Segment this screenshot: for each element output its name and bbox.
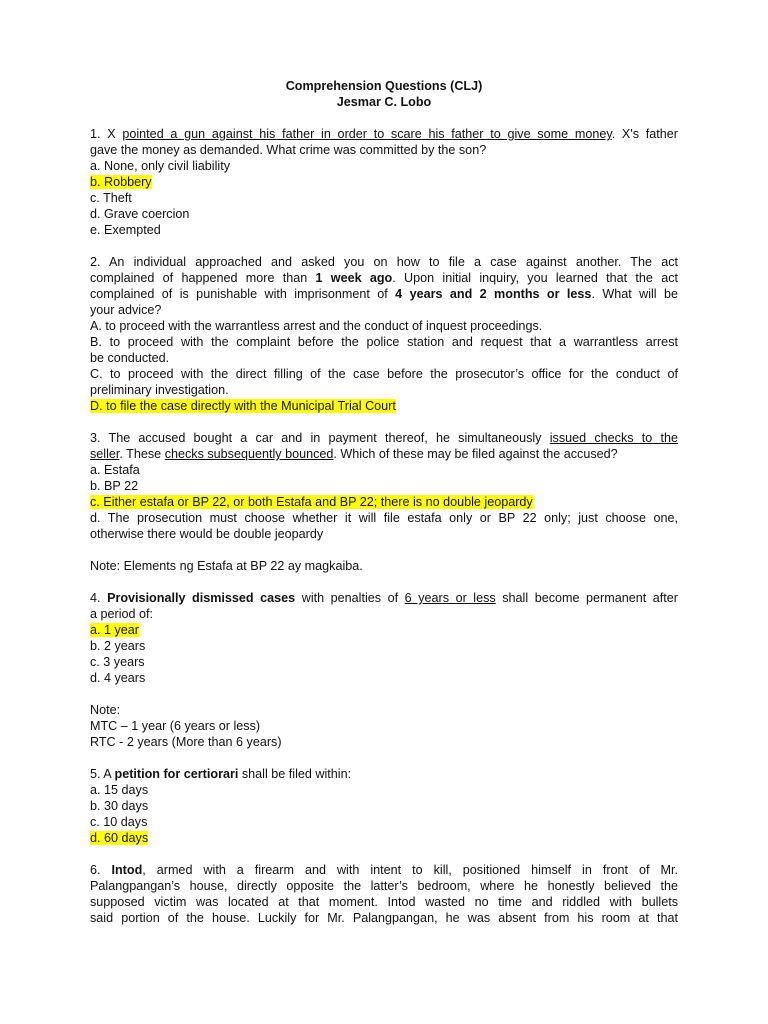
q1-option-b-answer: b. Robbery: [90, 175, 152, 189]
q2-option-c-line-1: C. to proceed with the direct filling of the case before the prosecutor’s office for the conduct of: [90, 367, 678, 381]
q5-option-d-answer: d. 60 days: [90, 831, 149, 845]
q2-line-3: complained of is punishable with imprisonment of 4 years and 2 months or less. What will be: [90, 287, 679, 301]
q6-line-1: 6. Intod, armed with a firearm and with intent to kill, positioned himself in front of Mr.: [90, 863, 678, 877]
question-3: [90, 430, 678, 542]
q2-line-1: 2. An individual approached and asked you on how to file a case against another. The act: [90, 255, 678, 269]
q4-note: [90, 702, 678, 750]
document-title: Comprehension Questions (CLJ): [285, 79, 483, 93]
question-4: [90, 590, 678, 686]
q1-option-d: d. Grave coercion: [90, 207, 190, 221]
q3-option-d-line-2: otherwise there would be double jeopardy: [90, 527, 324, 541]
q1-text: . X's father: [611, 127, 678, 141]
q5-line-1: 5. A petition for certiorari shall be filed within:: [90, 767, 352, 781]
q3-option-a: a. Estafa: [90, 463, 140, 477]
q6-line-3: supposed victim was located at that moment. Intod wasted no time and riddled with bullets: [90, 895, 678, 909]
q5-option-a: a. 15 days: [90, 783, 149, 797]
q3-option-b: b. BP 22: [90, 479, 139, 493]
q4-line-1: 4. Provisionally dismissed cases with penalties of 6 years or less shall become permanent after: [90, 591, 678, 605]
q4-note-rtc: RTC - 2 years (More than 6 years): [90, 735, 282, 749]
question-1: [90, 126, 678, 238]
question-2: [90, 254, 678, 414]
q1-underlined-text: pointed a gun against his father in order to scare his father to give some money: [122, 127, 612, 141]
q2-option-b-line-2: be conducted.: [90, 351, 170, 365]
q1-option-a: a. None, only civil liability: [90, 159, 230, 173]
q3-option-c-answer: c. Either estafa or BP 22, or both Estafa and BP 22; there is no double jeopardy: [90, 495, 533, 509]
q1-option-c: c. Theft: [90, 191, 132, 205]
q2-option-b-line-1: B. to proceed with the complaint before the police station and request that a warrantless arrest: [90, 335, 678, 349]
q4-option-b: b. 2 years: [90, 639, 146, 653]
q3-line-1: 3. The accused bought a car and in payment thereof, he simultaneously issued checks to the: [90, 431, 678, 445]
q2-option-c-line-2: preliminary investigation.: [90, 383, 229, 397]
q3-option-d-line-1: d. The prosecution must choose whether it will file estafa only or BP 22 only; just choose one,: [90, 511, 678, 525]
q6-line-4: said portion of the house. Luckily for Mr. Palangpangan, he was absent from his room at that: [90, 911, 678, 925]
q3-line-2: seller. These checks subsequently bounced. Which of these may be filed against the accused?: [90, 447, 618, 461]
q4-note-mtc: MTC – 1 year (6 years or less): [90, 719, 261, 733]
q3-note: [90, 558, 678, 574]
q1-option-e: e. Exempted: [90, 223, 161, 237]
q3-note-text: Note: Elements ng Estafa at BP 22 ay magkaiba.: [90, 559, 363, 573]
q4-note-label: Note:: [90, 703, 121, 717]
q4-option-c: c. 3 years: [90, 655, 145, 669]
q2-line-2: complained of happened more than 1 week ago. Upon initial inquiry, you learned that the act: [90, 271, 678, 285]
q1-line-2: gave the money as demanded. What crime was committed by the son?: [90, 143, 487, 157]
q2-option-d-answer: D. to file the case directly with the Municipal Trial Court: [90, 399, 396, 413]
q6-line-2: Palangpangan’s house, directly opposite the latter’s bedroom, where he honestly believed the: [90, 879, 678, 893]
q1-number: 1. X: [90, 127, 123, 141]
question-6: [90, 862, 678, 926]
q2-option-a: A. to proceed with the warrantless arrest and the conduct of inquest proceedings.: [90, 319, 543, 333]
q5-option-b: b. 30 days: [90, 799, 149, 813]
q2-line-4: your advice?: [90, 303, 162, 317]
q4-line-2: a period of:: [90, 607, 154, 621]
question-5: [90, 766, 678, 846]
q1-line-1: [90, 126, 678, 142]
document-author: Jesmar C. Lobo: [336, 95, 432, 109]
q4-option-d: d. 4 years: [90, 671, 146, 685]
q4-option-a-answer: a. 1 year: [90, 623, 140, 637]
q5-option-c: c. 10 days: [90, 815, 148, 829]
